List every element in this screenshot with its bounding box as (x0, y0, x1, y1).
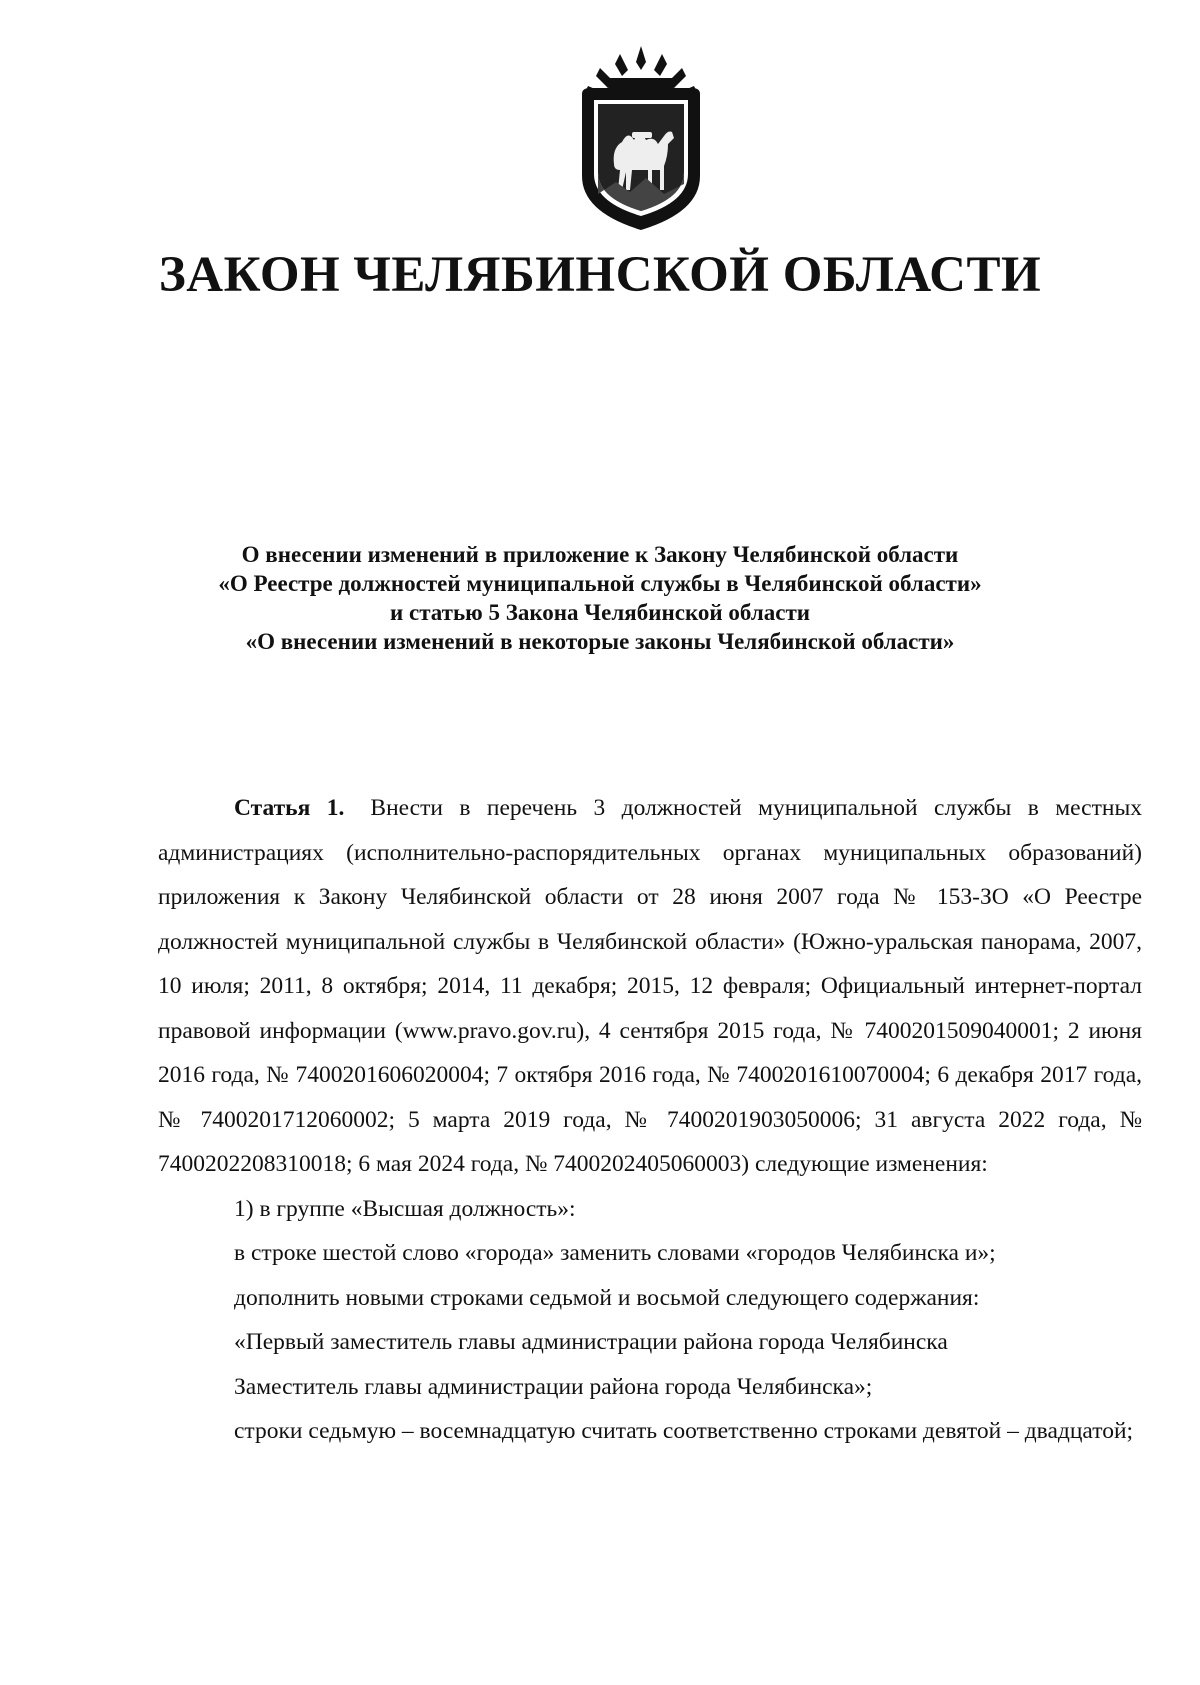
list-item: в строке шестой слово «города» заменить словами «городов Челябинска и»; (234, 1240, 996, 1266)
law-body (158, 786, 1142, 1454)
article-label: Статья 1. (234, 795, 345, 821)
closing-paragraph: строки седьмую – восемнадцатую считать соответственно строками девятой – двадцатой; (234, 1418, 1134, 1444)
subject-line: и статью 5 Закона Челябинской области (389, 600, 810, 625)
subject-line: «О Реестре должностей муниципальной службы в Челябинской области» (218, 571, 982, 596)
article-text: Внести в перечень 3 должностей муниципальной службы в местных администрациях (исполнительно-распорядительных органах муниципальных образований) приложения к Закону Челябинской области от 28 июня 2007 года № 153-ЗО «О Реестре должностей муниципальной службы в Челябинской области» (Южно-уральская панорама, 2007, 10 июля; 2011, 8 октября; 2014, 11 декабря; 2015, 12 февраля; Официальный интернет-портал правовой информации (www.pravo.gov.ru), 4 сентября 2015 года, № 7400201509040001; 2 июня 2016 года, № 7400201606020004; 7 октября 2016 года, № 7400201610070004; 6 декабря 2017 года, № 7400201712060002; 5 марта 2019 года, № 7400201903050006; 31 августа 2022 года, № 7400202208310018; 6 мая 2024 года, № 7400202405060003) следующие изменения: (158, 795, 1142, 1177)
list-item: Заместитель главы администрации района города Челябинска»; (234, 1373, 873, 1400)
list-item: 1) в группе «Высшая должность»: (234, 1195, 576, 1222)
article-1-paragraph (158, 786, 1142, 1187)
subject-line: «О внесении изменений в некоторые законы Челябинской области» (245, 629, 955, 654)
law-subject (120, 540, 1080, 656)
subject-line: О внесении изменений в приложение к Закону Челябинской области (241, 542, 959, 567)
law-title: ЗАКОН ЧЕЛЯБИНСКОЙ ОБЛАСТИ (158, 247, 1042, 303)
list-item: дополнить новыми строками седьмой и восьмой следующего содержания: (234, 1284, 980, 1311)
coat-of-arms-emblem (568, 44, 714, 232)
list-item: «Первый заместитель главы администрации района города Челябинска (234, 1329, 948, 1355)
